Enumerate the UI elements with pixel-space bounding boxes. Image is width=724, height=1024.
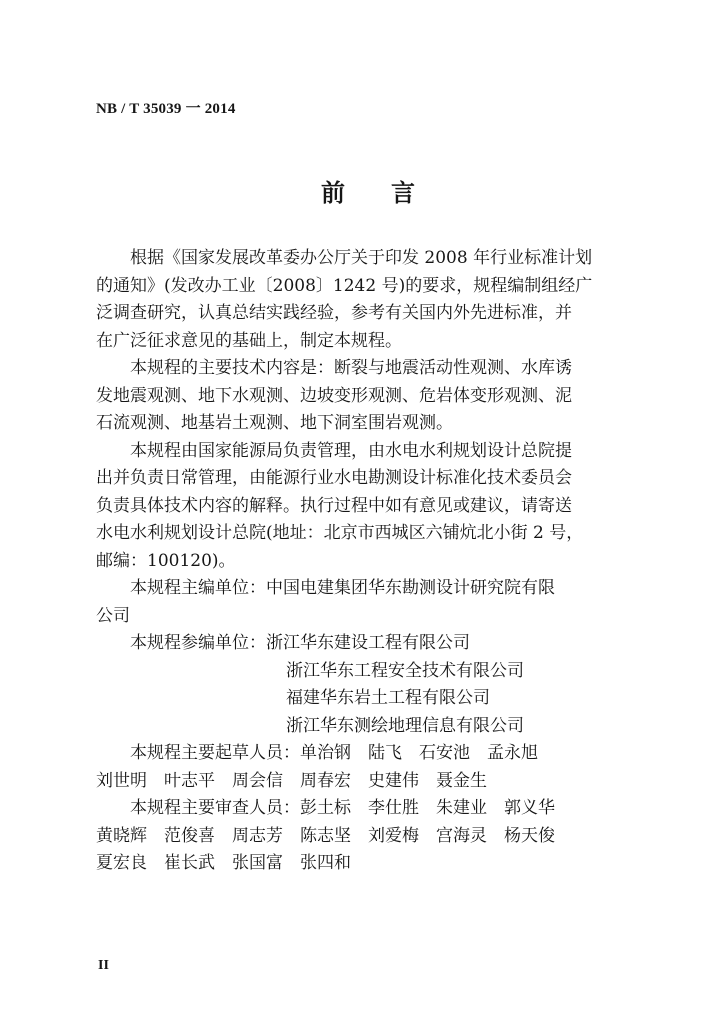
text-line: 夏宏良 崔长武 张国富 张四和 (96, 853, 351, 873)
chief-editor-unit (96, 575, 628, 630)
text-line: 邮编：100120)。 (96, 550, 236, 571)
main-reviewers (96, 795, 628, 878)
text-line: 水电水利规划设计总院(地址：北京市西城区六铺炕北小街 2 号， (96, 523, 584, 543)
participating-unit-item: 浙江华东工程安全技术有限公司 (286, 660, 524, 681)
text-line: 公司 (96, 605, 130, 626)
text-line: 本规程主要起草人员：单治钢 陆飞 石安池 孟永旭 (130, 743, 538, 763)
participating-unit-item: 福建华东岩土工程有限公司 (286, 688, 490, 708)
standard-code: NB / T 35039 一 2014 (96, 101, 236, 117)
text-line: 本规程主编单位：中国电建集团华东勘测设计研究院有限 (130, 578, 555, 598)
participating-unit-item: 浙江华东测绘地理信息有限公司 (286, 715, 524, 736)
text-line: 黄晓辉 范俊喜 周志芳 陈志坚 刘爱梅 宫海灵 杨天俊 (96, 825, 555, 846)
text-line: 根据《国家发展改革委办公厅关于印发 2008 年行业标准计划 (130, 248, 593, 268)
text-line: 本规程由国家能源局负责管理，由水电水利规划设计总院提 (130, 440, 572, 461)
text-line: 本规程的主要技术内容是：断裂与地震活动性观测、水库诱 (130, 358, 572, 378)
foreword-body (96, 245, 628, 878)
paragraph-background (96, 245, 628, 355)
paragraph-management (96, 438, 628, 576)
participating-units (96, 630, 628, 740)
text-line: 发地震观测、地下水观测、边坡变形观测、危岩体变形观测、泥 (96, 385, 572, 406)
paragraph-technical-content (96, 355, 628, 438)
page-title: 前言 (321, 179, 461, 207)
text-line: 本规程参编单位：浙江华东建设工程有限公司 (130, 633, 470, 653)
text-line: 泛调查研究，认真总结实践经验，参考有关国内外先进标准，并 (96, 303, 572, 323)
text-line: 负责具体技术内容的解释。执行过程中如有意见或建议，请寄送 (96, 495, 572, 516)
text-line: 刘世明 叶志平 周会信 周春宏 史建伟 聂金生 (96, 770, 487, 791)
text-line: 石流观测、地基岩土观测、地下洞室围岩观测。 (96, 413, 453, 433)
page-number: II (98, 958, 109, 973)
text-line: 在广泛征求意见的基础上，制定本规程。 (96, 330, 402, 351)
text-line: 出并负责日常管理，由能源行业水电勘测设计标准化技术委员会 (96, 468, 572, 488)
text-line: 的通知》(发改办工业〔2008〕1242 号)的要求，规程编制组经广 (96, 275, 593, 296)
text-line: 本规程主要审查人员：彭土标 李仕胜 朱建业 郭义华 (130, 798, 555, 818)
main-drafters (96, 740, 628, 795)
